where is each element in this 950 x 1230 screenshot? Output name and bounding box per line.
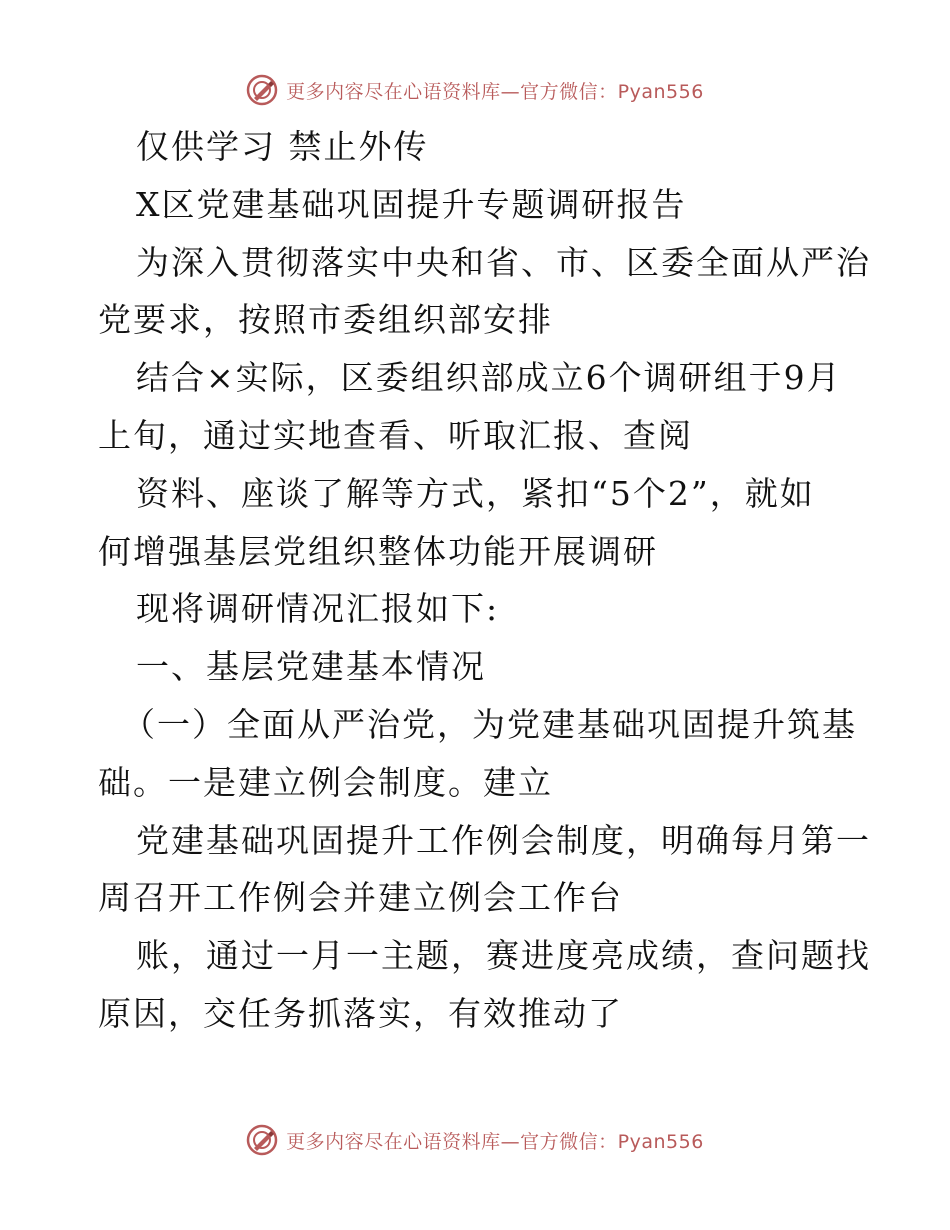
paragraph-line: 账，通过一月一主题，赛进度亮成绩，查问题找 xyxy=(136,936,871,976)
paragraph-line: 党要求，按照市委组织部安排 xyxy=(98,300,553,340)
restriction-notice: 仅供学习 禁止外传 xyxy=(136,127,429,166)
paragraph-line: 础。一是建立例会制度。建立 xyxy=(98,762,553,802)
brand-logo-icon xyxy=(246,74,278,106)
section-heading: 一、基层党建基本情况 xyxy=(136,647,486,687)
banner-text: 更多内容尽在心语资料库—官方微信：Pyan556 xyxy=(286,80,704,103)
paragraph-line: 原因，交任务抓落实，有效推动了 xyxy=(98,993,623,1033)
paragraph-line: 上旬，通过实地查看、听取汇报、查阅 xyxy=(98,415,693,455)
brand-logo-icon xyxy=(246,1124,278,1156)
paragraph-line: 党建基础巩固提升工作例会制度，明确每月第一 xyxy=(136,820,871,860)
paragraph-line: 周召开工作例会并建立例会工作台 xyxy=(98,878,623,918)
paragraph-line: 资料、座谈了解等方式，紧扣“5个2”，就如 xyxy=(136,473,815,513)
document-body xyxy=(98,118,871,1043)
paragraph-line: 结合×实际，区委组织部成立6个调研组于9月 xyxy=(136,358,842,398)
paragraph-line: 为深入贯彻落实中央和省、市、区委全面从严治 xyxy=(136,242,871,282)
document-title: X区党建基础巩固提升专题调研报告 xyxy=(136,184,687,224)
footer-banner xyxy=(0,1120,950,1160)
paragraph-line: 何增强基层党组织整体功能开展调研 xyxy=(98,531,658,571)
paragraph-line: 现将调研情况汇报如下: xyxy=(136,589,500,629)
subsection-line: （一）全面从严治党，为党建基础巩固提升筑基 xyxy=(122,704,857,744)
banner-text: 更多内容尽在心语资料库—官方微信：Pyan556 xyxy=(286,1130,704,1153)
header-banner xyxy=(0,70,950,110)
